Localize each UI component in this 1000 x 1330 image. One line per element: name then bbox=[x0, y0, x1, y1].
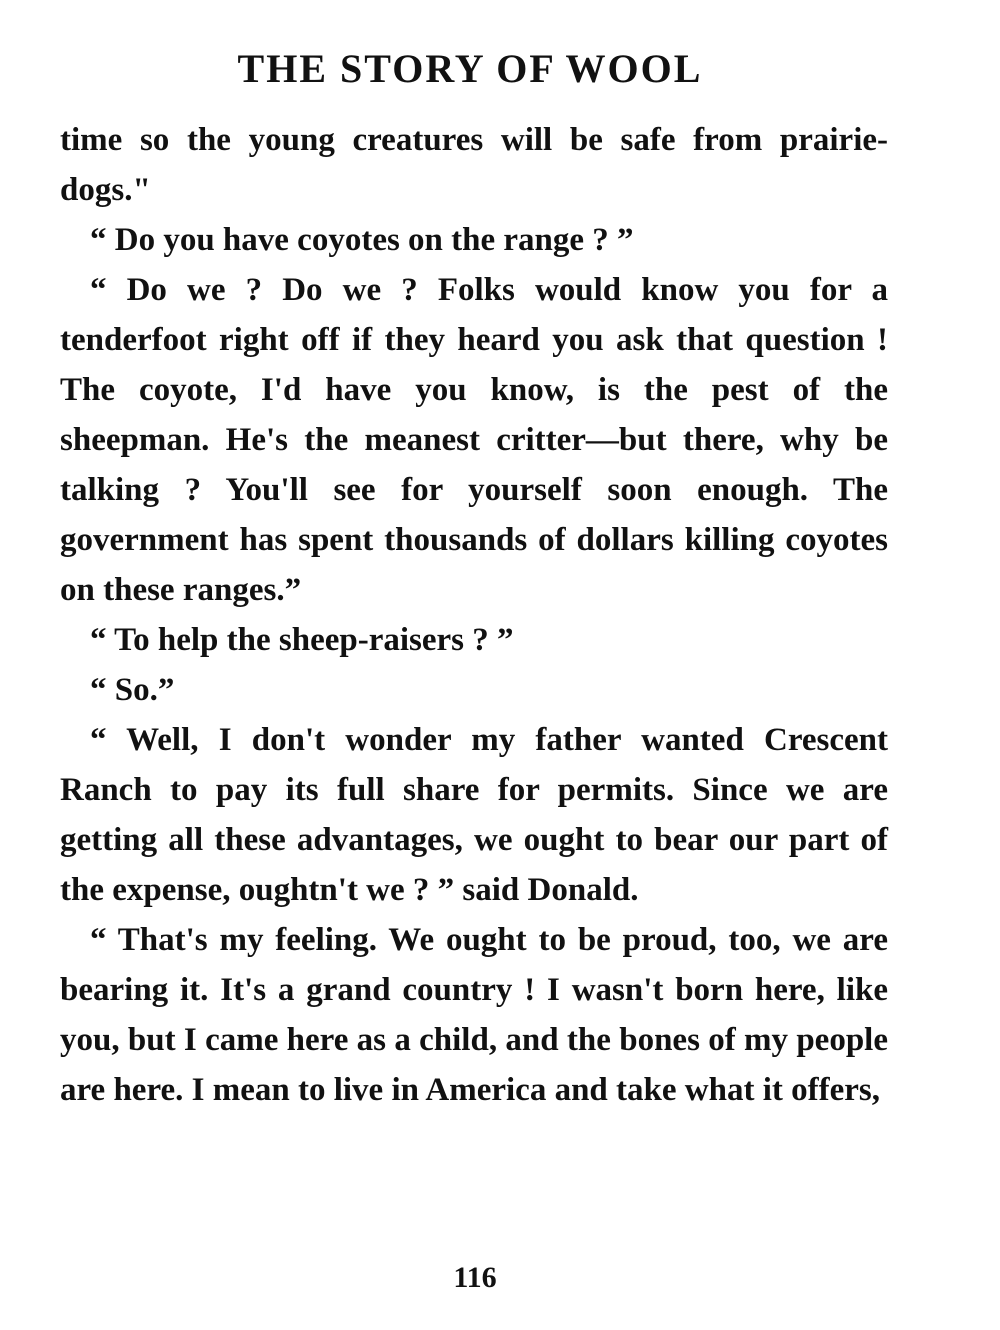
paragraph-coyote-question: “ Do you have coyotes on the range ? ” bbox=[90, 222, 634, 258]
paragraph-sheep-raisers: “ To help the sheep-raisers ? ” bbox=[90, 622, 514, 658]
paragraph-donald: “ Well, I don't wonder my father wanted Crescent Ranch to pay its full share for permits. Since we are getting all these advantages, we ought to bear our part of the expense, oughtn't we ? ” said Donald. bbox=[60, 722, 888, 908]
paragraph-coyote-answer: “ Do we ? Do we ? Folks would know you for a tenderfoot right off if they heard you ask that question ! The coyote, I'd have you know, is the pest of the sheepman. He's the meanest critter—but there, why be talking ? You'll see for yourself soon enough. The government has spent thousands of dollars killing coyotes on these ranges.” bbox=[60, 272, 888, 608]
paragraph-continuation: time so the young creatures will be safe from prairie-dogs." bbox=[60, 122, 888, 208]
page-number: 116 bbox=[453, 1261, 497, 1294]
running-title: THE STORY OF WOOL bbox=[237, 46, 703, 91]
paragraph-grand-country: “ That's my feeling. We ought to be proud, too, we are bearing it. It's a grand country ! I wasn't born here, like you, but I came here as a child, and the bones of my people are here. I mean to live in America and take what it offers, bbox=[60, 922, 888, 1108]
paragraph-so: “ So.” bbox=[90, 672, 175, 708]
body-text bbox=[60, 115, 888, 1115]
